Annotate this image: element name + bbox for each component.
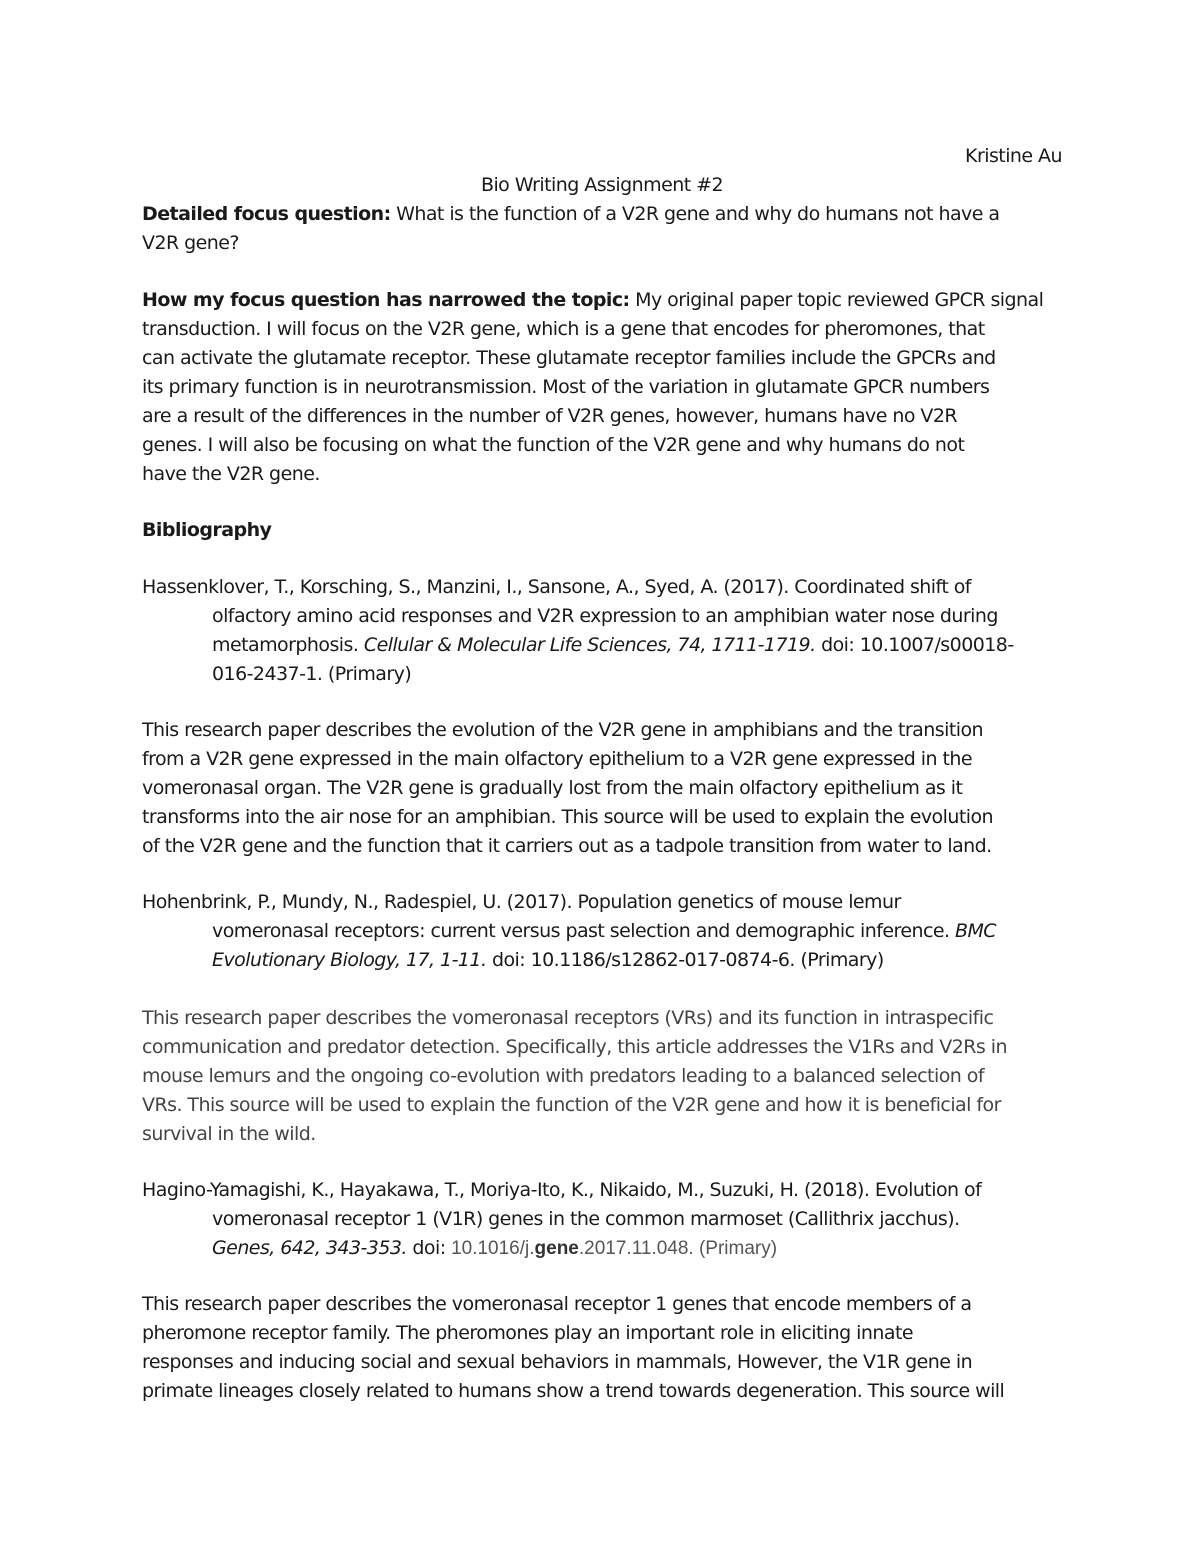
narrowed-label: How my focus question has narrowed the topic: (142, 289, 630, 311)
bibliography-heading: Bibliography (142, 519, 272, 541)
summary-2: This research paper describes the vomeronasal receptors (VRs) and its function in intraspecific communication and predator detection. Specifically, this article addresses the V1Rs and V2Rs in mouse lemurs and the ongoing co-evolution with predators leading to a balanced selection of VRs. This source will be used to explain the function of the V2R gene and how it is beneficial for survival in the wild. (142, 1007, 1007, 1145)
narrowed-topic: How my focus question has narrowed the topic: My original paper topic reviewed GPCR signal transduction. I will focus on the V2R gene, which is a gene that encodes for pheromones, that can activate the glutamate receptor. These glutamate receptor families include the GPCRs and its primary function is in neurotransmission. Most of the variation in glutamate GPCR numbers are a result of the differences in the number of V2R genes, however, humans have no V2R genes. I will also be focusing on what the function of the V2R gene and why humans do not have the V2R gene. (142, 289, 1044, 485)
summary-3: This research paper describes the vomeronasal receptor 1 genes that encode members of a pheromone receptor family. The pheromones play an important role in eliciting innate responses and inducing social and sexual behaviors in mammals, However, the V1R gene in primate lineages closely related to humans show a trend towards degeneration. This source will (142, 1293, 1005, 1402)
focus-question: Detailed focus question: What is the function of a V2R gene and why do humans not have a V2R gene? (142, 203, 1000, 254)
reference-2: Hohenbrink, P., Mundy, N., Radespiel, U. (2017). Population genetics of mouse lemur vomeronasal receptors: current versus past selection and demographic inference. BMC Evolutionary Biology, 17, 1-11. doi: 10.1186/s12862-017-0874-6. (Primary) (142, 891, 997, 971)
summary-1: This research paper describes the evolution of the V2R gene in amphibians and the transition from a V2R gene expressed in the main olfactory epithelium to a V2R gene expressed in the vomeronasal organ. The V2R gene is gradually lost from the main olfactory epithelium as it transforms into the air nose for an amphibian. This source will be used to explain the evolution of the V2R gene and the function that it carriers out as a tadpole transition from water to land. (142, 719, 994, 857)
assignment-title: Bio Writing Assignment #2 (480, 174, 724, 196)
author-name: Kristine Au (965, 145, 1062, 167)
reference-3: Hagino-Yamagishi, K., Hayakawa, T., Moriya-Ito, K., Nikaido, M., Suzuki, H. (2018). Evolution of vomeronasal receptor 1 (V1R) genes in the common marmoset (Callithrix jacchus). Genes, 642, 343-353. doi: 10.1016/j.gene.2017.11.048. (Primary) (142, 1179, 982, 1259)
reference-1: Hassenklover, T., Korsching, S., Manzini, I., Sansone, A., Syed, A. (2017). Coordinated shift of olfactory amino acid responses and V2R expression to an amphibian water nose during metamorphosis. Cellular & Molecular Life Sciences, 74, 1711-1719. doi: 10.1007/s00018- 016-2437-1. (Primary) (142, 576, 1014, 685)
focus-label: Detailed focus question: (142, 203, 391, 225)
